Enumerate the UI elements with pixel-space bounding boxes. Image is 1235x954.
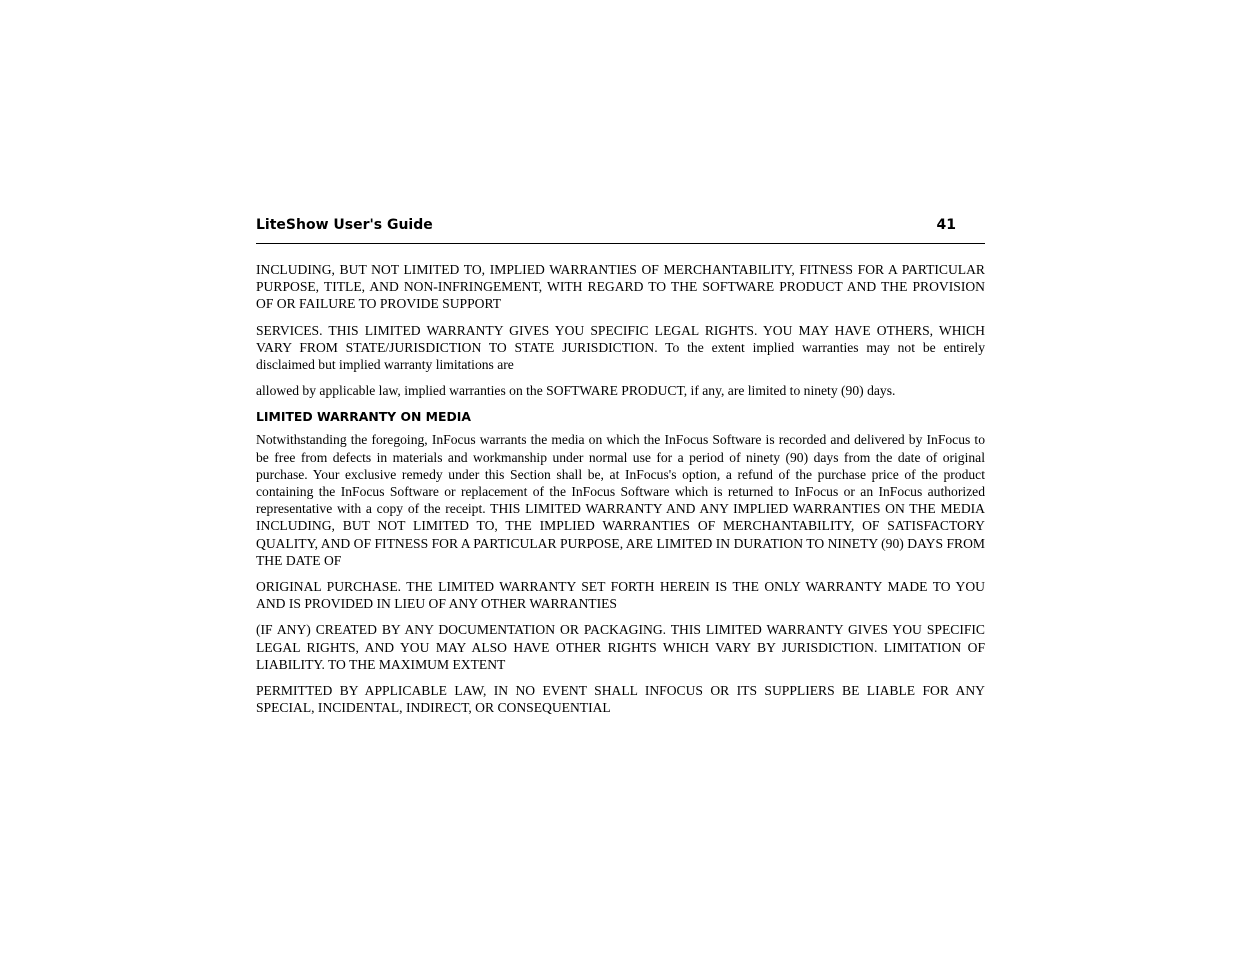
document-title: LiteShow User's Guide bbox=[256, 217, 433, 233]
paragraph-liability-limitation: PERMITTED BY APPLICABLE LAW, IN NO EVENT SHALL INFOCUS OR ITS SUPPLIERS BE LIABLE FOR ANY SPECIAL, INCIDENTAL, INDIRECT, OR CONSEQUENTIAL bbox=[256, 683, 985, 716]
paragraph-legal-rights: SERVICES. THIS LIMITED WARRANTY GIVES YOU SPECIFIC LEGAL RIGHTS. YOU MAY HAVE OTHERS, WHICH VARY FROM STATE/JURISDICTION TO STATE JURISDICTION. To the extent implied warranties may not be entirely disclaimed but implied warranty limitations are bbox=[256, 322, 985, 373]
body-text bbox=[256, 261, 985, 716]
paragraph-warranty-disclaimer: INCLUDING, BUT NOT LIMITED TO, IMPLIED WARRANTIES OF MERCHANTABILITY, FITNESS FOR A PARTICULAR PURPOSE, TITLE, AND NON-INFRINGEMENT, WITH REGARD TO THE SOFTWARE PRODUCT AND THE PROVISION OF OR FAILURE TO PROVIDE SUPPORT bbox=[256, 262, 985, 312]
section-heading-media-warranty: LIMITED WARRANTY ON MEDIA bbox=[256, 409, 471, 425]
paragraph-original-purchase: ORIGINAL PURCHASE. THE LIMITED WARRANTY SET FORTH HEREIN IS THE ONLY WARRANTY MADE TO YOU AND IS PROVIDED IN LIEU OF ANY OTHER WARRANTIES bbox=[256, 579, 985, 612]
document-page bbox=[256, 216, 985, 725]
paragraph-media-warranty: Notwithstanding the foregoing, InFocus warrants the media on which the InFocus Software is recorded and delivered by InFocus to be free from defects in materials and workmanship under normal use for a period of ninety (90) days from the date of original purchase. Your exclusive remedy under this Section shall be, at InFocus's option, a refund of the purchase price of the product containing the InFocus Software or replacement of the InFocus Software which is returned to InFocus or an InFocus authorized representative with a copy of the receipt. THIS LIMITED WARRANTY AND ANY IMPLIED WARRANTIES ON THE MEDIA INCLUDING, BUT NOT LIMITED TO, THE IMPLIED WARRANTIES OF MERCHANTABILITY, OF SATISFACTORY QUALITY, AND OF FITNESS FOR A PARTICULAR PURPOSE, ARE LIMITED IN DURATION TO NINETY (90) DAYS FROM THE DATE OF bbox=[256, 432, 985, 568]
running-header bbox=[256, 216, 985, 244]
page-number: 41 bbox=[936, 217, 956, 233]
paragraph-implied-warranty-limit: allowed by applicable law, implied warranties on the SOFTWARE PRODUCT, if any, are limited to ninety (90) days. bbox=[256, 383, 896, 399]
paragraph-documentation-packaging: (IF ANY) CREATED BY ANY DOCUMENTATION OR PACKAGING. THIS LIMITED WARRANTY GIVES YOU SPECIFIC LEGAL RIGHTS, AND YOU MAY ALSO HAVE OTHER RIGHTS WHICH VARY BY JURISDICTION. LIMITATION OF LIABILITY. TO THE MAXIMUM EXTENT bbox=[256, 622, 985, 672]
